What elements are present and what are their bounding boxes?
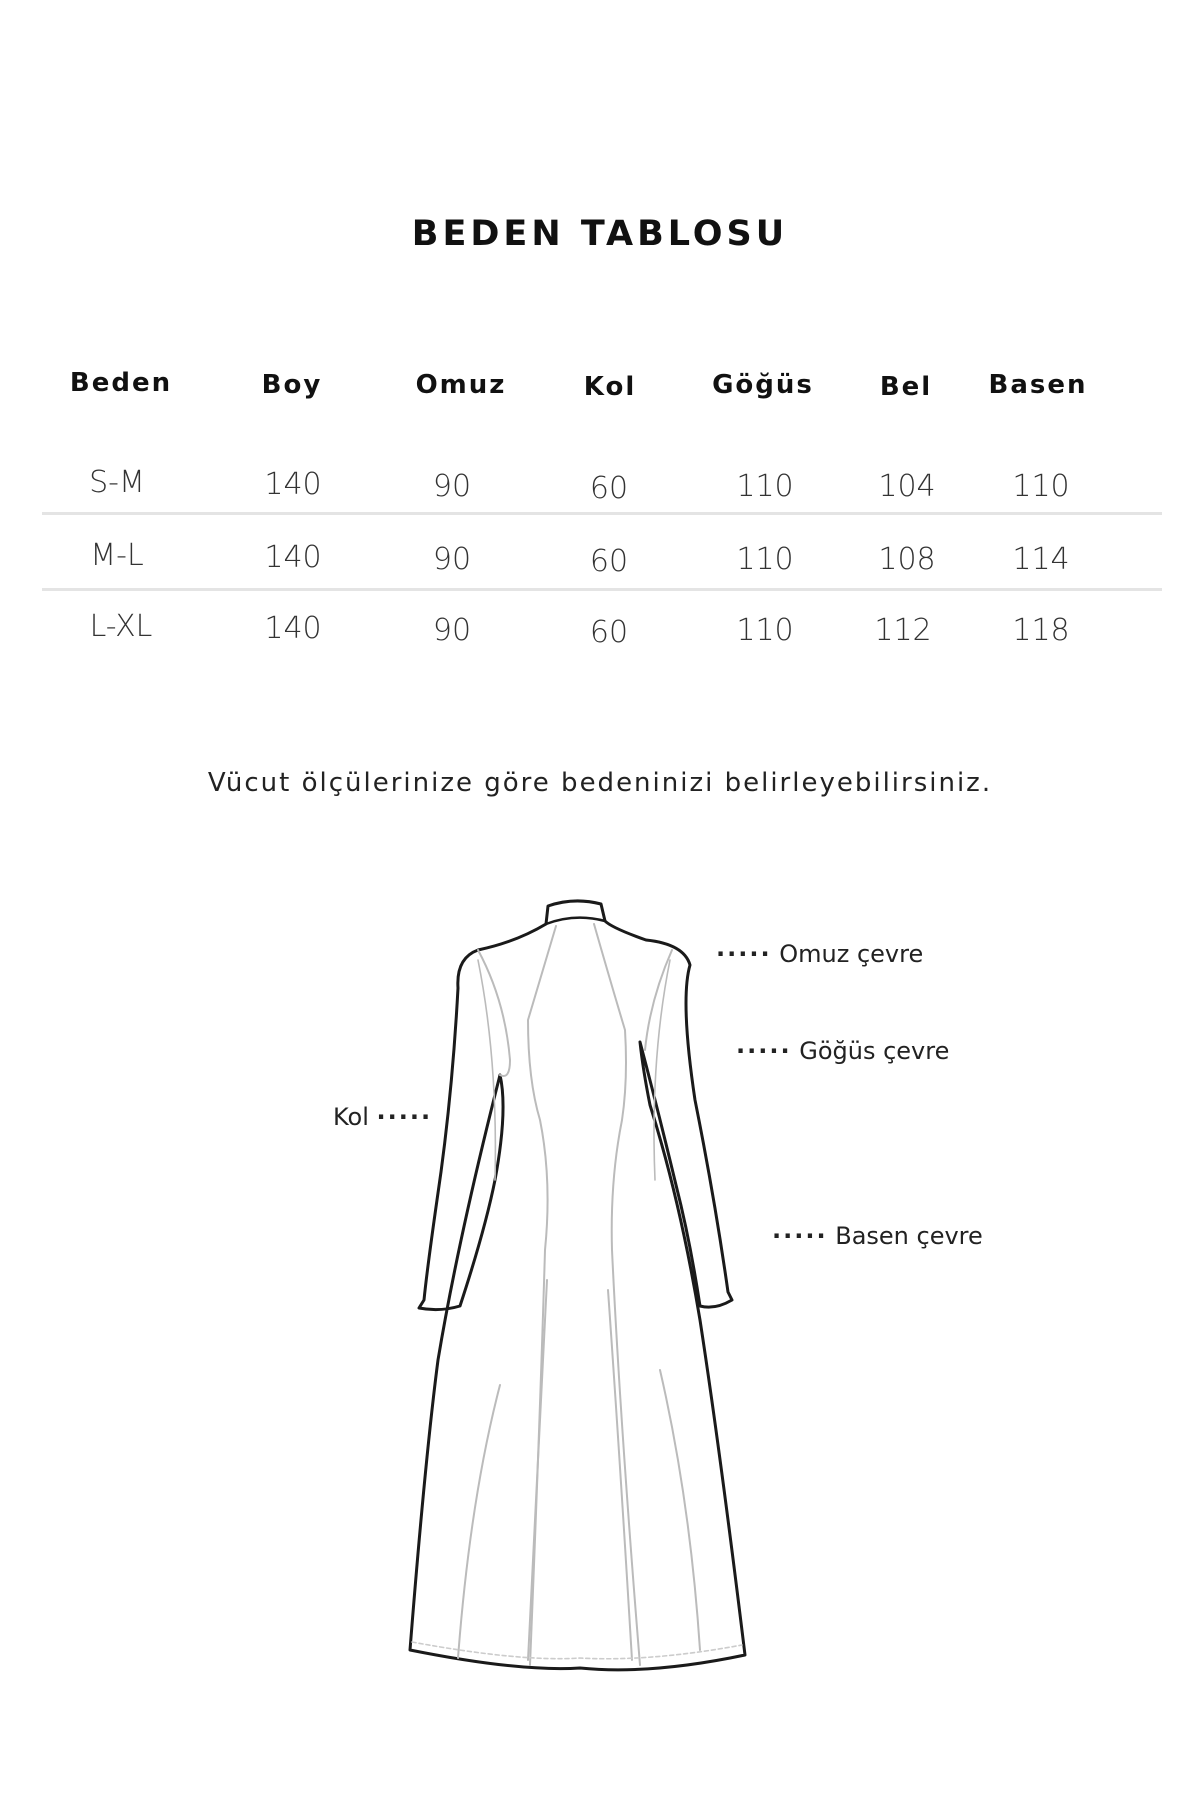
page-title: BEDEN TABLOSU (411, 214, 789, 254)
table-cell: 110 (736, 469, 794, 504)
callout-basen (772, 1222, 983, 1250)
col-header-boy: Boy (261, 370, 323, 400)
table-cell: 90 (432, 542, 472, 577)
seam-line (594, 924, 640, 1665)
table-cell: 112 (874, 613, 932, 648)
godet-line (458, 1385, 500, 1658)
dress-outline (410, 901, 745, 1670)
callout-kol (333, 1103, 432, 1131)
col-header-kol: Kol (583, 372, 637, 402)
seam-line (478, 950, 510, 1076)
table-cell: 140 (264, 467, 322, 502)
table-cell: 104 (878, 469, 936, 504)
table-cell: 90 (432, 469, 472, 504)
table-cell: 108 (878, 542, 936, 577)
dotted-leader: ····· (716, 940, 772, 968)
callout-label: Kol (333, 1103, 369, 1131)
col-header-omuz: Omuz (415, 370, 507, 400)
col-header-basen: Basen (988, 370, 1088, 400)
godet-line (660, 1370, 700, 1650)
callout-gogus (736, 1037, 949, 1065)
table-cell: 110 (736, 542, 794, 577)
col-header-bel: Bel (879, 372, 933, 402)
table-cell: 110 (1012, 469, 1070, 504)
callout-label: Göğüs çevre (799, 1037, 950, 1065)
seam-line (478, 960, 495, 1180)
dotted-leader: ····· (376, 1103, 433, 1131)
table-cell: 118 (1012, 613, 1070, 648)
callout-label: Omuz çevre (779, 940, 924, 968)
table-cell: 60 (589, 471, 629, 506)
table-cell: 90 (432, 613, 472, 648)
table-cell: S-M (89, 465, 145, 500)
col-header-gogus: Göğüs (712, 370, 814, 400)
table-cell: M-L (90, 538, 144, 573)
dotted-leader: ····· (772, 1222, 828, 1250)
table-cell: 140 (264, 611, 322, 646)
table-cell: 110 (736, 613, 794, 648)
collar-line (546, 918, 605, 924)
table-cell: 60 (589, 615, 629, 650)
table-cell: 114 (1012, 542, 1070, 577)
seam-line (528, 926, 556, 1665)
table-cell: 140 (264, 540, 322, 575)
size-guide-note: Vücut ölçülerinize göre bedeninizi belirleyebilirsiniz. (207, 768, 993, 798)
table-cell: 60 (589, 544, 629, 579)
callout-omuz (716, 940, 923, 968)
callout-label: Basen çevre (835, 1222, 983, 1250)
table-cell: L-XL (89, 609, 153, 644)
hem-line (412, 1642, 742, 1659)
godet-line (528, 1280, 547, 1660)
godet-line (608, 1290, 632, 1660)
col-header-beden: Beden (69, 368, 173, 398)
dotted-leader: ····· (736, 1037, 792, 1065)
